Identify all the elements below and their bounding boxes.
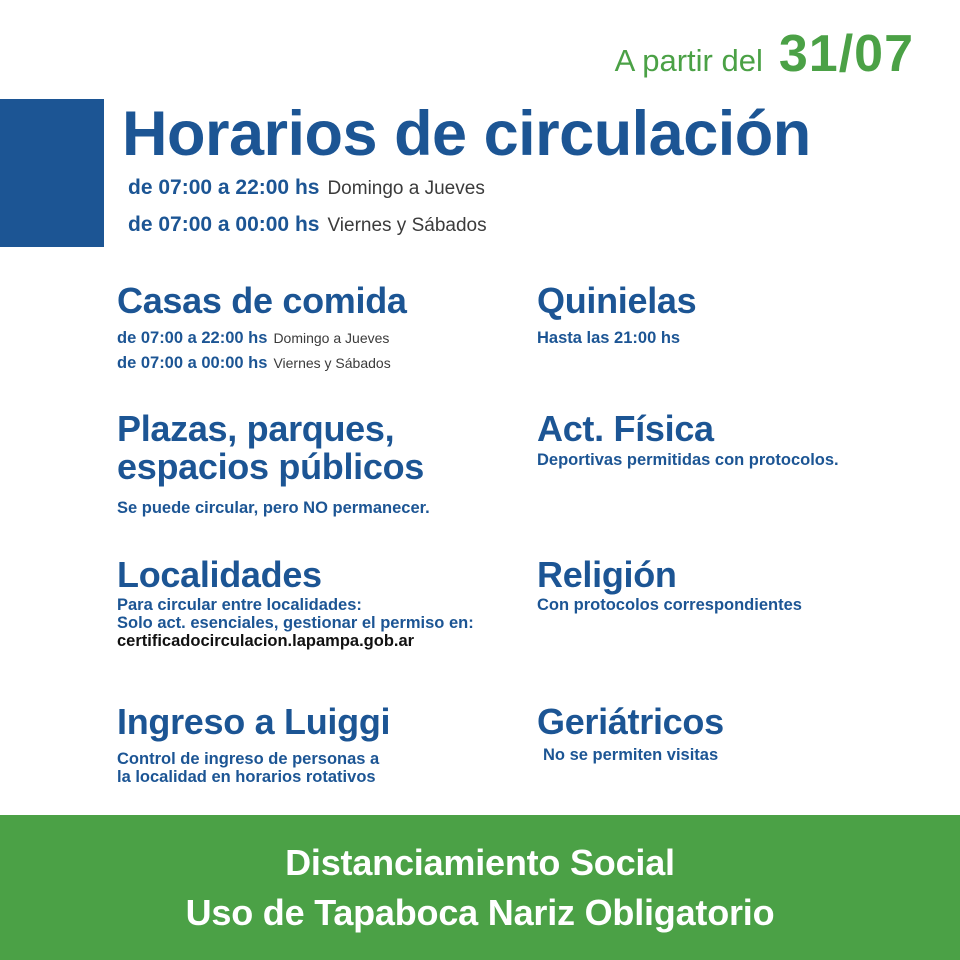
section-subtitle: No se permiten visitas: [543, 746, 719, 764]
section-subtitle-line2: Solo act. esenciales, gestionar el permiso en:: [117, 614, 474, 632]
hours-days: Viernes y Sábados: [273, 355, 391, 371]
hours-days: Viernes y Sábados: [327, 215, 487, 236]
section-casas-de-comida: [117, 282, 407, 373]
hours-time: de 07:00 a 00:00 hs: [117, 354, 268, 372]
section-title: Casas de comida: [117, 280, 407, 321]
section-actividad-fisica: [537, 410, 839, 469]
page-title: Horarios de circulación: [122, 99, 811, 169]
accent-block: [0, 99, 104, 247]
section-subtitle: Hasta las 21:00 hs: [537, 329, 681, 347]
section-subtitle: Deportivas permitidas con protocolos.: [537, 451, 839, 469]
hours-time: de 07:00 a 22:00 hs: [117, 329, 268, 347]
hours-days: Domingo a Jueves: [327, 178, 485, 199]
section-title: Religión: [537, 554, 677, 595]
section-plazas: [117, 410, 430, 517]
hours-days: Domingo a Jueves: [273, 330, 390, 346]
section-subtitle: Se puede circular, pero NO permanecer.: [117, 499, 430, 517]
general-hours-weekend: [128, 213, 487, 237]
section-title: Localidades: [117, 554, 322, 595]
footer-line-1: Distanciamiento Social: [285, 841, 675, 883]
effective-date: [615, 24, 914, 84]
date-prefix: A partir del: [614, 43, 763, 78]
section-subtitle-line1: Para circular entre localidades:: [117, 596, 362, 614]
section-title: Geriátricos: [537, 701, 724, 742]
section-subtitle-line1: Control de ingreso de personas a: [117, 750, 380, 768]
section-subtitle: Con protocolos correspondientes: [537, 596, 802, 614]
section-title: Act. Física: [537, 408, 714, 449]
general-hours-weekday: [128, 176, 485, 200]
casas-hours-weekend: [117, 354, 407, 373]
section-title-line2: espacios públicos: [117, 446, 424, 487]
section-localidades: [117, 556, 474, 650]
hours-time: de 07:00 a 22:00 hs: [128, 176, 320, 199]
section-geriatricos: [537, 703, 724, 764]
section-quinielas: [537, 282, 696, 347]
section-title: Quinielas: [537, 280, 697, 321]
casas-hours-weekday: [117, 329, 407, 348]
date-value: 31/07: [778, 25, 914, 83]
section-subtitle-line2: la localidad en horarios rotativos: [117, 768, 376, 786]
footer-line-2: Uso de Tapaboca Nariz Obligatorio: [185, 891, 775, 933]
section-title-line1: Plazas, parques,: [117, 408, 395, 449]
section-religion: [537, 556, 802, 614]
hours-time: de 07:00 a 00:00 hs: [128, 213, 320, 236]
permit-url: certificadocirculacion.lapampa.gob.ar: [117, 632, 415, 650]
footer-banner: [0, 815, 960, 960]
section-ingreso-luiggi: [117, 703, 390, 786]
section-title: Ingreso a Luiggi: [117, 701, 391, 742]
